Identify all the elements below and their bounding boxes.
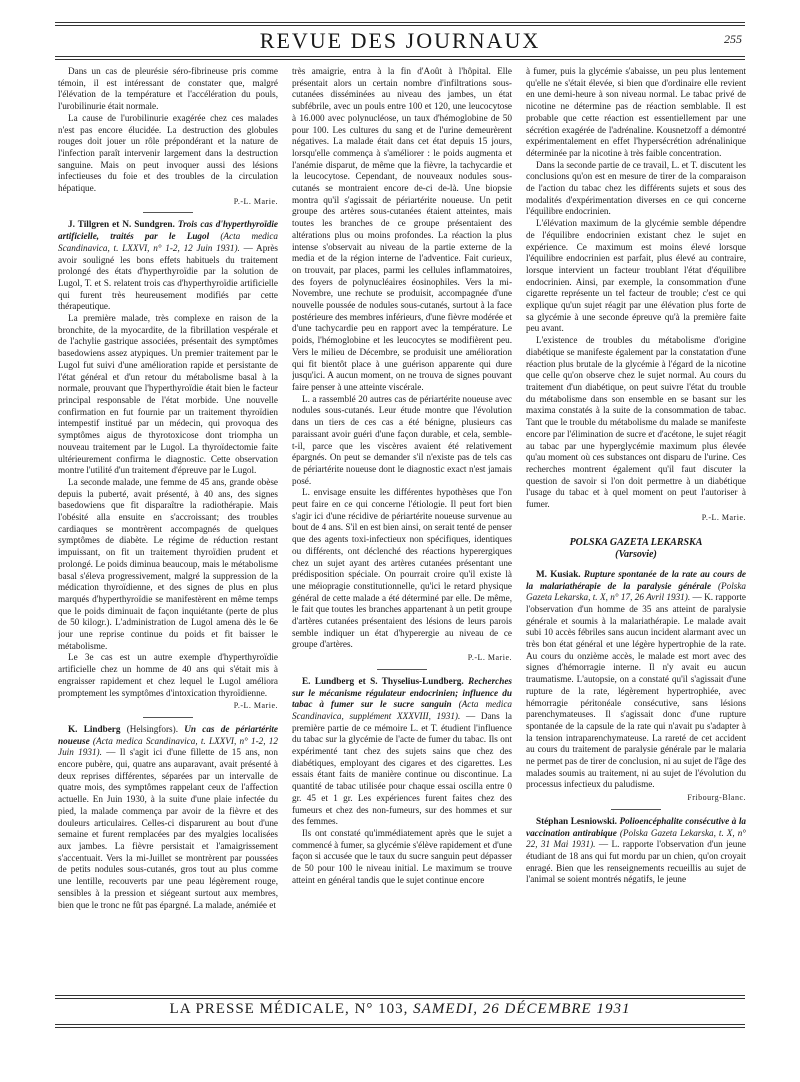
article-text: — K. rapporte l'observation d'un homme de 35 ans atteint de paralysie générale et soumis à la malariathérapie. Le malade avait subi 10 accès fébriles sans aucun incident alarmant avec un très bon état général et une légère hypertrophie de la rate. Au cours du onzième accès, le malade est mort avec des signes d'hémorragie interne. Il n'y avait eu aucun traumatisme. L'autopsie, on a constaté qu'il s'agissait d'une rupture de la rate, légèrement hypertrophiée, avec hémorragie péritonéale consécutive, sans lésions parenchymateuses. Il s'agissait donc d'une rupture spontanée de la capsule de la rate qui n'avait pu s'adapter à la tension intraparenchymateuse. La rareté de cet accident au cours du traitement de paralysie générale par le malaria ne permet pas de tirer de conclusion, ni au sujet de l'âge des malades soumis au traitement, ni au sujet de l'évolution du processus infectieux du paludisme. xyxy=(526,592,746,790)
article-heading xyxy=(58,724,278,911)
header-rule xyxy=(55,56,745,57)
article-heading xyxy=(58,219,278,313)
signature: P.-L. Marie. xyxy=(233,196,278,206)
paragraph: Dans un cas de pleurésie séro-fibrineuse pris comme témoin, il est intéressant de constater que, malgré l'élévation de la température et l'accélération du pouls, l'urobilinurie était normale. xyxy=(58,66,278,112)
paragraph: La seconde malade, une femme de 45 ans, grande obèse depuis la puberté, avait présenté, à 40 ans, des signes basedowiens que fit disparaître la radiothérapie. Mais l'obésité alla ensuite en s'accroissant; des troubles cardiaques se montrèrent accompagnés de quelques symptômes de diabète. Le régime de réduction restant impuissant, on fit un traitement thyroïdien prudent et prolongé. Le poids diminua beaucoup, mais le métabolisme basal s'éleva progressivement, malgré la suppression de la médication thyroïdienne, et des signes de plus en plus marqués d'hyperthyroïdie se manifestèrent en même temps que le poids diminuait de façon inquiétante (perte de plus de 50 kilogr.). L'administration de Lugol amena dès le 6e jour une reprise continue du poids et fit baisser le métabolisme. xyxy=(58,476,278,651)
article-source: (Acta medica Scandinavica, t. LXXVI, n° 1-2, 12 Juin 1931). xyxy=(58,735,278,758)
signature: P.-L. Marie. xyxy=(233,701,278,711)
article-source: (Acta medica Scandinavica, t. LXXVI, n° 1-2, 12 Juin 1931). xyxy=(58,231,278,253)
article-text: — L. rapporte l'observation d'un jeune étudiant de 18 ans qui fut mordu par un chien, qu'on croyait enragé. Bien que les renseignements recueillis au sujet de l'animal se soient montrés négatifs, le jeune xyxy=(526,839,746,885)
paragraph: L. envisage ensuite les différentes hypothèses que l'on peut faire en ce qui concerne l'étiologie. Il peut fort bien s'agir ici d'une récidive de périartérite noueuse survenue au bout de 4 ans. S'il en est bien ainsi, on serait tenté de penser que des agents toxi-infectieux non spécifiques, identiques ou différents, ont déclenché des réactions hyperergiques chez un sujet ayant des artères cutanées présentant une prédisposition spéciale. On pourrait croire qu'il existe là une méiopragie constitutionnelle, qu'ici le retard physique général de cette malade a été déterminé par elle. De même, le fait que toutes les branches appartenant à un petit groupe d'artères cutanées présentaient des lésions de leurs parois semble indiquer un état d'hyperergie au niveau de ce groupe d'artères. xyxy=(292,487,512,650)
paragraph: Ils ont constaté qu'immédiatement après que le sujet a commencé à fumer, sa glycémie s'élève rapidement et d'une façon si accusée que le taux du sucre sanguin peut dépasser de 50 pour 100 le niveau initial. Le maximum se trouve atteint en général tandis que le sujet continue encore xyxy=(292,828,512,885)
footer-issue: N° 103, xyxy=(354,1001,409,1017)
section-title: POLSKA GAZETA LEKARSKA xyxy=(569,537,703,549)
article-author: K. Lindberg xyxy=(68,723,121,734)
header-rule xyxy=(55,25,745,26)
article-source: (Polska Gazeta Lekarska, t. X, n° 22, 31 Mai 1931). xyxy=(526,827,746,850)
signature: P.-L. Marie. xyxy=(467,653,512,663)
article-title: Polioencéphalite consécutive à la vaccination antirabique xyxy=(526,815,746,838)
column-middle xyxy=(292,66,512,991)
footer-rule xyxy=(55,995,745,996)
article-title: Recherches sur le mécanisme régulateur endocrinien; influence du tabac à fumer sur le sucre sanguin xyxy=(292,675,512,710)
article-author: M. Kusiak. xyxy=(536,568,581,579)
article-columns xyxy=(58,66,746,991)
paragraph: Dans la seconde partie de ce travail, L. et T. discutent les conclusions qu'on est en mesure de tirer de la comparaison de l'action du tabac chez les différents sujets et sous des modalités d'expérimentation diverses en ce qui concerne l'équilibre endocrinien. xyxy=(526,159,746,217)
footer-rule xyxy=(55,1024,745,1025)
footer-rule xyxy=(55,998,745,999)
signature: P.-L. Marie. xyxy=(701,512,746,522)
page-number: 255 xyxy=(724,32,742,46)
paragraph: L'élévation maximum de la glycémie semble dépendre de l'équilibre endocrinien existant chez le sujet en expérience. Ce maximum est moins élevé lorsque l'équilibre endocrinien est parfait, plus élevé au contraire, lorsque intervient un facteur troublant l'état d'équilibre endocrinien. Ainsi, par exemple, la consommation d'une cigarette représente un tel facteur de trouble; c'est ce qui explique qu'un sujet réagit par une élévation plus forte de sa glycémie à une seconde épreuve qu'à la première faite peu avant. xyxy=(526,218,746,334)
article-location: (Helsingfors). xyxy=(126,723,178,734)
article-title: Rupture spontanée de la rate au cours de la malariathérapie de la paralysie générale xyxy=(526,568,746,591)
signature: Fribourg-Blanc. xyxy=(687,793,746,803)
article-title: Trois cas d'hyperthyroïdie artificielle, traités par le Lugol xyxy=(58,219,278,242)
paragraph: L'existence de troubles du métabolisme d'origine diabétique se manifeste également par la constatation d'une réaction plus brutale de la glycémie à l'égard de la nicotine que celle qu'on observe chez le sujet normal. Au cours du traitement d'un diabétique, on peut suivre l'état du trouble du métabolisme dans son ensemble en se basant sur les maxima constatés à la suite de la consommation de tabac. Tant que le trouble du métabolisme du malade se manifeste encore par l'élimination de sucre et d'acétone, le sujet réagit au tabac par une hyperglycémie maximum plus élevée qu'au moment où ces substances ont disparu de l'urine. Ces recherches montrent également qu'il faut discuter la question de savoir si l'on doit permettre à un diabétique l'usage du tabac et à quel moment on peut l'autoriser à fumer. xyxy=(526,335,746,510)
paragraph: très amaigrie, entra à la fin d'Août à l'hôpital. Elle présentait alors un certain nombre d'infiltrations sous-cutanées disséminées au niveau des jambes, un état subfébrile, avec un pouls entre 100 et 120, une leucocytose à 16.000 avec polynucléose, un taux d'hémoglobine de 50 pour 100. Les cultures du sang et de l'urine demeurèrent négatives. La malade était dans cet état depuis 15 jours, lorsqu'elle commença à s'améliorer : le poids augmenta et l'anémie disparut, de même que la fièvre, la tachycardie et la leucocytose. Cependant, de nouveaux nodules sous-cutanés se montraient encore de-ci de-là. Une biopsie montra qu'il s'agissait de périartérite noueuse. Un petit groupe des artères sous-cutanées étaient atteintes, mais toutes les branches de ce groupe présentaient des altérations plus ou moins profondes. La réaction la plus intense s'observait au niveau de la partie externe de la media et de la région interne de l'adventice. Fait curieux, on trouvait, par places, parmi les cellules inflammatoires, des foyers de polynucléaires éosinophiles. Vers la mi-Novembre, une rechute se produisit, accompagnée d'une nouvelle poussée de nodules sous-cutanés, surtout à la face postérieure des membres inférieurs, d'une fièvre modérée et d'une tachycardie peu en rapport avec la température. Le poids, l'hémoglobine et les leucocytes se modifièrent peu. Vers le milieu de Décembre, se produisit une amélioration qui fit bientôt place à une guérison apparente qui dure jusqu'ici. A aucun moment, on ne trouva de signes pouvant faire penser à une atteinte viscérale. xyxy=(292,66,512,392)
column-left xyxy=(58,66,278,991)
section-subtitle: (Varsovie) xyxy=(615,549,657,561)
footer-line xyxy=(0,1001,800,1018)
footer-date: SAMEDI, 26 DÉCEMBRE 1931 xyxy=(413,1001,631,1017)
paragraph: La première malade, très complexe en raison de la bronchite, de la myocardite, de la fibrillation vespérale et de l'achylie gastrique associées, présentait des symptômes basedowiens assez atypiques. Un premier traitement par le Lugol fut suivi d'une amélioration rapide et persistante de l'état général et d'un retour du métabolisme basal à la normale, prouvant que l'hyperthyroïdie était bien le facteur principal responsable de l'état morbide. Une nouvelle confirmation en fut fournie par un traitement thyroïdien intempestif institué par un médecin, qui provoqua des symptômes aigus de thyrotoxicose dont triompha un nouveau traitement par le Lugol. La thyroïdectomie faite ultérieurement confirma le diagnostic. Cette observation montre l'utilité d'un traitement d'épreuve par le Lugol. xyxy=(58,313,278,476)
separator xyxy=(377,669,427,670)
article-heading xyxy=(526,816,746,886)
header-rule xyxy=(55,22,745,23)
separator xyxy=(611,809,661,810)
separator xyxy=(143,717,193,718)
article-text: — Il s'agit ici d'une fillette de 15 ans, non encore pubère, qui, quatre ans auparavant, avait présenté à deux reprises différentes, séparées par un intervalle de quatre mois, des symptômes rappelant ceux de l'affection actuelle. En Juin 1930, à la suite d'une plaie infectée du pied, la malade commença par avoir de la fièvre et des douleurs articulaires. Celles-ci disparurent au bout d'une semaine et furent remplacées par des myalgies localisées aux jambes. La fièvre persistait et l'amaigrissement s'accentuait. Vers la mi-Juillet se montrèrent par poussées de petits nodules sous-cutanés, gros tout au plus comme une lentille, recouverts par une peau légèrement rouge, sensibles à la pression et siégeant surtout aux membres, bien que le tronc ne fût pas épargné. La malade, anémiée et xyxy=(58,747,278,910)
article-author: J. Tillgren et N. Sundgren. xyxy=(68,219,175,230)
article-author: Stéphan Lesniowski. xyxy=(536,815,617,826)
separator xyxy=(143,212,193,213)
paragraph: L. a rassemblé 20 autres cas de périartérite noueuse avec nodules sous-cutanés. Leur étude montre que l'évolution dans un tiers de ces cas a été bénigne, plusieurs cas paraissant avoir guéri d'une façon durable, et cela, semble-t-il, parce que les viscères avaient été relativement épargnés. On peut se demander s'il n'existe pas de tels cas de périartérite noueuse dont le diagnostic exact n'est jamais posé. xyxy=(292,393,512,486)
footer-rule xyxy=(55,1027,745,1028)
paragraph: à fumer, puis la glycémie s'abaisse, un peu plus lentement qu'elle ne s'était élevée, si bien que d'ordinaire elle revient en une demi-heure à son niveau normal. Le tabac privé de nicotine ne détermine pas de réaction semblable. Il est probable que cette réaction est essentiellement par une sécrétion exagérée de l'adrénaline. Kousnetzoff a démontré expérimentalement en effet l'hypersécrétion adrénalinique déterminée par la nicotine à très faible concentration. xyxy=(526,66,746,158)
article-source: (Acta medica Scandinavica, supplément XXXVIII, 1931). xyxy=(292,699,512,721)
paragraph: Le 3e cas est un autre exemple d'hyperthyroïdie artificielle chez un homme de 40 ans qui s'était mis à engraisser rapidement et chez lequel le Lugol améliora promptement les symptômes d'intoxication thyroïdienne. xyxy=(58,652,278,698)
article-text: — Après avoir souligné les bons effets habituels du traitement prolongé des états d'hyperthyroïdie par la solution de Lugol, T. et S. relatent trois cas d'hyperthyroïdie artificielle qui furent très heureusement modifiés par cette thérapeutique. xyxy=(58,242,278,312)
footer-journal: LA PRESSE MÉDICALE, xyxy=(169,1001,350,1017)
header-rule xyxy=(55,59,745,60)
article-title: Un cas de périartérite noueuse xyxy=(58,723,278,746)
journal-title: REVUE DES JOURNAUX xyxy=(259,28,541,53)
article-text: — Dans la première partie de ce mémoire L. et T. étudient l'influence du tabac sur la glycémie de l'acte de fumer du tabac. Ils ont expérimenté tant chez des sujets sains que chez des diabétiques, employant des cigares et des cigarettes. Les essais étant faits de manière continue ou discontinue. La quantité de tabac utilisée pour chaque essai oscilla entre 0 gr. 45 et 1 gr. Les expériences furent faites chez des fumeurs et chez des non-fumeurs, sur des hommes et sur des femmes. xyxy=(292,710,512,827)
article-source: (Polska Gazeta Lekarska, t. X, n° 17, 26 Avril 1931). xyxy=(526,580,746,603)
paragraph: La cause de l'urobilinurie exagérée chez ces malades n'est pas encore élucidée. La destruction des globules rouges doit jouer un rôle prépondérant et la nature de l'infection paraît intervenir largement dans la destruction sanguine. Mais on peut invoquer aussi des lésions infectieuses du foie et des troubles de la circulation hépatique. xyxy=(58,112,278,194)
article-author: E. Lundberg et S. Thyselius-Lundberg. xyxy=(302,675,464,686)
column-right xyxy=(526,66,746,991)
article-heading xyxy=(292,676,512,828)
article-heading xyxy=(526,569,746,791)
